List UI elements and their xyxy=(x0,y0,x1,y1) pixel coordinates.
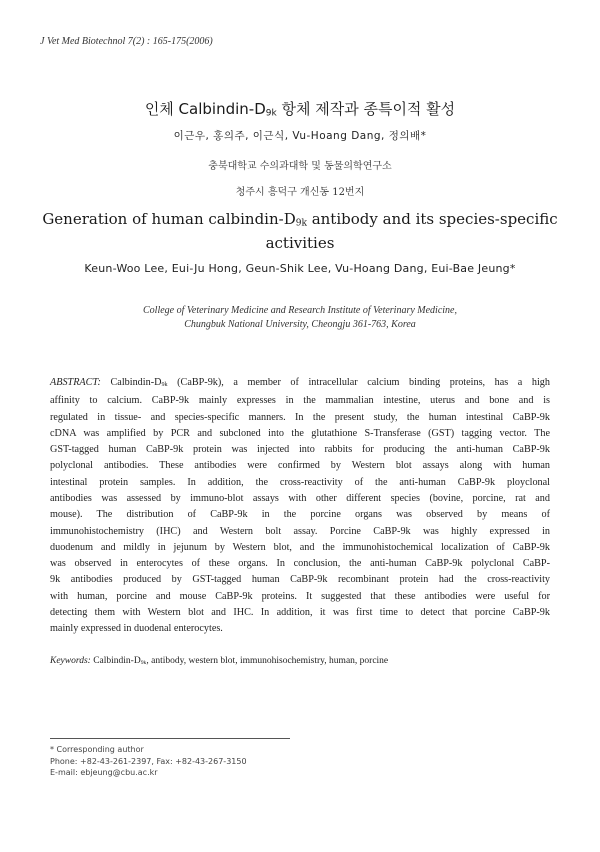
abstract-line xyxy=(50,375,550,393)
korean-affiliation: 충북대학교 수의과대학 및 동물의학연구소 xyxy=(208,161,392,172)
footnote-email: E-mail: ebjeung@cbu.ac.kr xyxy=(50,768,158,777)
footnote-corresponding: * Corresponding author xyxy=(50,745,144,754)
abstract-line: regulated in tissue- and species-specific manners. In the present study, the human intestinal CaBP-9k xyxy=(50,411,550,423)
abstract-line: cDNA was amplified by PCR and subcloned into the glutathione S-Transferase (GST) tagging vector. The xyxy=(50,427,550,439)
korean-authors: 이근우, 홍의주, 이근식, Vu-Hoang Dang, 정의배* xyxy=(173,130,427,142)
footnote-phone-fax: Phone: +82-43-261-2397, Fax: +82-43-267-3150 xyxy=(50,756,247,766)
abstract-line: GST-tagged human CaBP-9k protein was injected into rabbits for producing the anti-human CaBP-9k xyxy=(50,444,550,456)
abstract-line: was observed in enterocytes of these organs. In conclusion, the anti-human CaBP-9k polyclonal CaBP- xyxy=(50,558,550,570)
keywords xyxy=(50,656,550,666)
abstract-line: duodenum and mildly in jejunum by Western blot, and the immunohistochemical localization of CaBP-9k xyxy=(50,541,550,553)
abstract-line: mouse). The distribution of CaBP-9k in the porcine organs was observed by means of xyxy=(50,509,550,521)
english-affiliation xyxy=(0,304,600,332)
abstract-line: intestinal protein samples. In addition, the cross-reactivity of the anti-human CaBP-9k ployclonal xyxy=(50,476,550,488)
korean-address: 청주시 흥덕구 개신동 12번지 xyxy=(235,187,365,198)
english-title-post: antibody and its species-specific activities xyxy=(265,210,558,253)
english-affiliation-line1: College of Veterinary Medicine and Research Institute of Veterinary Medicine, xyxy=(143,305,457,316)
abstract xyxy=(50,375,550,638)
korean-title-sub: 9k xyxy=(265,108,277,119)
abstract-label: ABSTRACT: xyxy=(50,377,101,388)
abstract-line: detecting them with Western blot and IHC. In addition, it was first time to detect that porcine CaBP-9k xyxy=(50,607,550,619)
english-title xyxy=(40,209,560,253)
keywords-post: , antibody, western blot, immunohisochemistry, human, porcine xyxy=(146,656,389,666)
korean-title xyxy=(0,98,600,119)
abstract-line: mainly expressed in duodenal enterocytes. xyxy=(50,623,223,635)
keywords-sub: 9k xyxy=(140,659,147,666)
abstract-line: 9k antibodies produced by GST-tagged human CaBP-9k recombinant protein had the cross-reactivity xyxy=(50,574,550,586)
abstract-line: affinity to calcium. CaBP-9k mainly expresses in the mammalian intestine, uterus and bone and is xyxy=(50,395,550,407)
journal-citation: J Vet Med Biotechnol 7(2) : 165-175(2006) xyxy=(40,36,213,47)
abstract-first-sub: 9k xyxy=(161,381,168,388)
english-title-sub: 9k xyxy=(295,218,307,229)
abstract-line: with human, porcine and mouse CaBP-9k proteins. It suggested that these antibodies were useful for xyxy=(50,590,550,602)
korean-title-pre: 인체 Calbindin-D xyxy=(144,100,266,118)
korean-title-post: 항체 제작과 종특이적 활성 xyxy=(276,100,456,118)
abstract-line: polyclonal antibodies. These antibodies were confirmed by Western blot assays along with human xyxy=(50,460,550,472)
english-title-pre: Generation of human calbindin-D xyxy=(42,210,296,228)
english-authors: Keun-Woo Lee, Eui-Ju Hong, Geun-Shik Lee, Vu-Hoang Dang, Eui-Bae Jeung* xyxy=(84,262,516,275)
footnote xyxy=(50,744,450,779)
keywords-label: Keywords: xyxy=(50,656,91,666)
abstract-line: immunohistochemistry (IHC) and Western bolt assay. Porcine CaBP-9k was highly expressed in xyxy=(50,525,550,537)
abstract-first-post: (CaBP-9k), a member of intracellular calcium binding proteins, has a high xyxy=(167,377,550,388)
keywords-pre: Calbindin-D xyxy=(90,656,141,666)
abstract-line: antibodies was assessed by immuno-blot assays with other different species (bovine, porcine, rat and xyxy=(50,492,550,504)
english-affiliation-line2: Chungbuk National University, Cheongju 361-763, Korea xyxy=(184,319,416,330)
footnote-divider xyxy=(50,738,290,739)
abstract-first-pre: Calbindin-D xyxy=(100,377,162,388)
